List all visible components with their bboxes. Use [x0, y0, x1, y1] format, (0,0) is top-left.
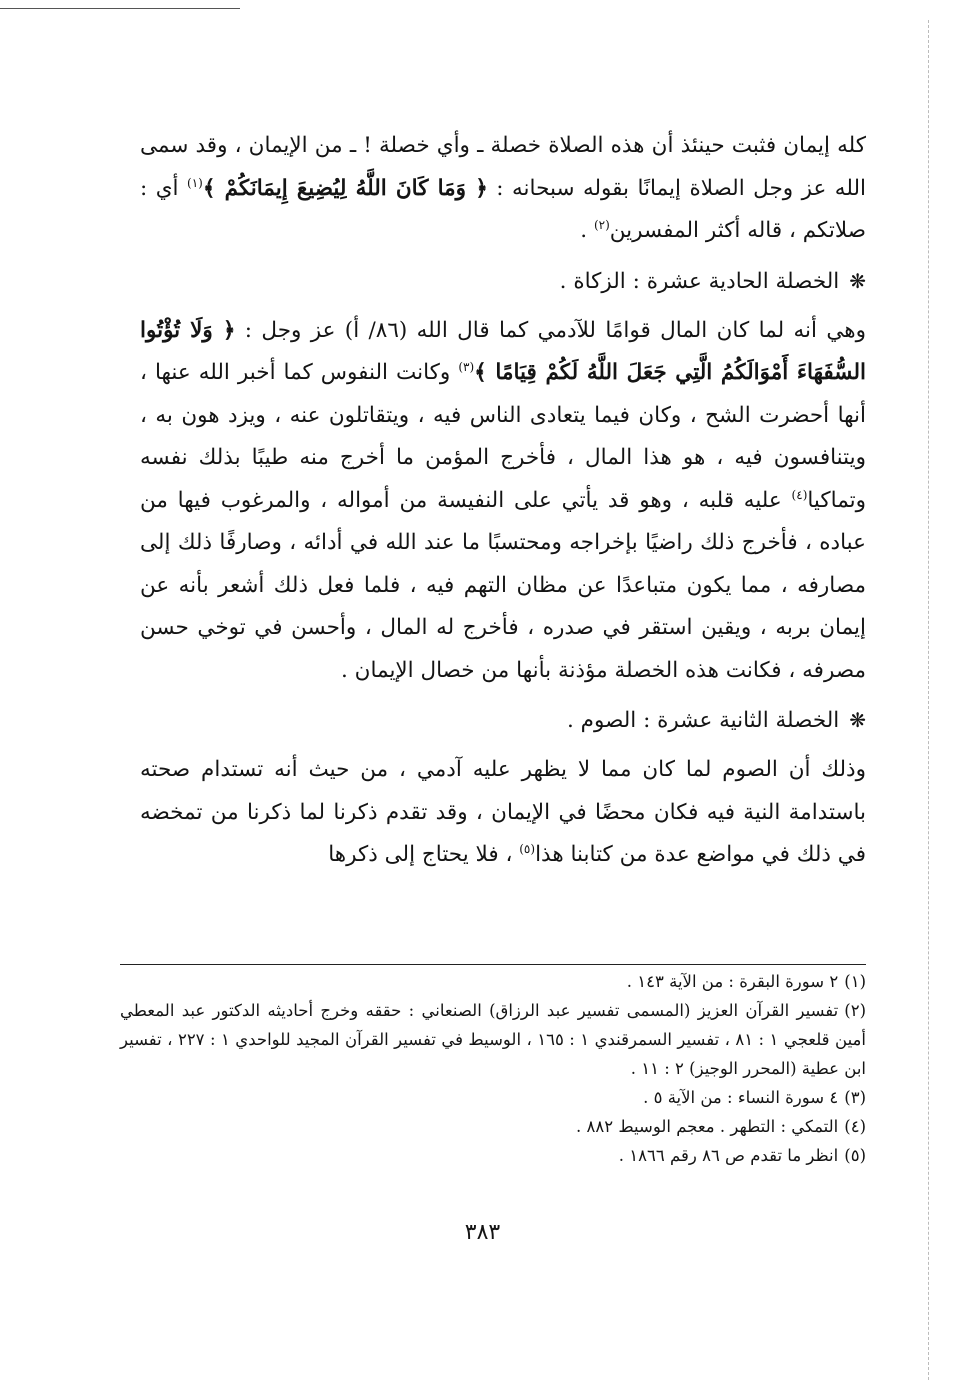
- paragraph-text: ، فلا يحتاج إلى ذكرها: [328, 842, 520, 867]
- footnote-number: (٤): [844, 1117, 866, 1136]
- star-bullet-icon: ❋: [849, 268, 866, 293]
- heading-text: الخصلة الحادية عشرة : الزكاة .: [559, 268, 840, 294]
- paragraph-text: كله إيمان فثبت حينئذ أن هذه الصلاة خصلة ـ وأي خصلة ! ـ من الإيمان ، وقد سمى الله عز وجل الصلاة إيمانًا بقوله سبحانه :: [140, 133, 866, 201]
- footnote-ref[interactable]: (٥): [519, 841, 536, 856]
- footnote-text: انظر ما تقدم ص ٨٦ رقم ١٨٦٦ .: [618, 1146, 839, 1165]
- footnotes-section: [120, 964, 866, 1170]
- footnote-item: [120, 1112, 866, 1141]
- footnote-item: [120, 1083, 866, 1112]
- paragraph-text: وذلك أن الصوم لما كان مما لا يظهر عليه آدمي ، من حيث أنه تستدام صحته باستدامة النية فيه فكان محضًا في الإيمان ، وقد تقدم ذكرنا لما ذكرنا من تمخضه في ذلك في مواضع عدة من كتابنا هذا: [140, 757, 866, 867]
- section-heading-fasting: [140, 699, 866, 742]
- footnote-text: ٢ سورة البقرة : من الآية ١٤٣ .: [626, 972, 839, 991]
- footnote-item: [120, 967, 866, 996]
- footnote-item: [120, 1141, 866, 1170]
- footnote-text: ٤ سورة النساء : من الآية ٥ .: [643, 1088, 839, 1107]
- footnote-number: (٥): [844, 1146, 866, 1165]
- footnote-ref[interactable]: (٢): [593, 217, 610, 232]
- paragraph-fasting: [140, 749, 866, 877]
- footnote-number: (١): [844, 972, 866, 991]
- paragraph-text: أي : صلاتكم ، قاله أكثر المفسرين: [140, 175, 866, 243]
- footnote-ref[interactable]: (٤): [791, 487, 808, 502]
- footnote-text: تفسير القرآن العزيز (المسمى تفسير عبد الرزاق) الصنعاني : حققه وخرج أحاديثه الدكتور عبد المعطي أمين قلعجي ١ : ٨١ ، تفسير السمرقندي ١ : ١٦٥ ، الوسيط في تفسير القرآن المجيد للواحدي ١ : ٢٢٧ ، تفسير ابن عطية (المحرر الوجيز) ٢ : ١١ .: [120, 1001, 866, 1078]
- paragraph-text: وهي أنه لما كان المال قوامًا للآدمي كما قال الله (٨٦/ أ) عز وجل :: [235, 317, 866, 343]
- page-number: ٣٨٣: [464, 1220, 501, 1245]
- footnote-ref[interactable]: (١): [187, 175, 203, 190]
- footnote-ref[interactable]: (٣): [458, 359, 475, 374]
- footnote-number: (٣): [844, 1088, 866, 1107]
- quran-quote: ﴿ وَمَا كَانَ اللَّهُ لِيُضِيعَ إِيمَانَكُمْ ﴾: [202, 175, 488, 201]
- paragraph-text: وكانت النفوس كما أخبر الله عنها ، أنها أحضرت الشح ، وكان فيما يتعادى الناس فيه ، ويتقاتلون عنه ، ويزد هون به ، ويتنافسون فيه ، هو هذا المال ، فأخرج المؤمن ما أخرج منه طيبًا بذلك نفسه وتماكيا: [140, 360, 866, 513]
- section-heading-zakat: [140, 260, 866, 303]
- star-bullet-icon: ❋: [849, 708, 866, 732]
- quran-quote: ﴿ وَلَا تُؤْتُوا السُّفَهَاءَ أَمْوَالَكُمُ الَّتِي جَعَلَ اللَّهُ لَكُمْ قِيَامًا ﴾: [140, 317, 866, 385]
- scan-top-rule: [0, 8, 240, 9]
- footnote-number: (٢): [844, 1001, 866, 1020]
- heading-text: الخصلة الثانية عشرة : الصوم .: [567, 708, 840, 733]
- footnote-text: التمكي : التطهر . معجم الوسيط ٨٨٢ .: [576, 1117, 839, 1136]
- paragraph-text: .: [580, 218, 594, 243]
- paragraph-text: عليه قلبه ، وهو قد يأتي على النفيسة من أمواله ، والمرغوب فيها من عباده ، فأخرج ذلك راضيًا بإخراجه ومحتسبًا ما عند الله في أدائه ، وصارفًا ذلك إلى مصارفه ، مما يكون متباعدًا عن مظان التهم فيه ، فلما فعل ذلك أشعر بأنه عن إيمان بربه ، ويقين استقر في صدره ، فأخرج له المال ، وأحسن في توخي حسن مصرفه ، فكانت هذه الخصلة مؤذنة بأنها من خصال الإيمان .: [140, 487, 866, 683]
- scan-page-edge: [928, 20, 930, 1380]
- footnote-item: [120, 996, 866, 1083]
- paragraph-zakat: [140, 310, 866, 693]
- paragraph-prayer: [140, 125, 866, 253]
